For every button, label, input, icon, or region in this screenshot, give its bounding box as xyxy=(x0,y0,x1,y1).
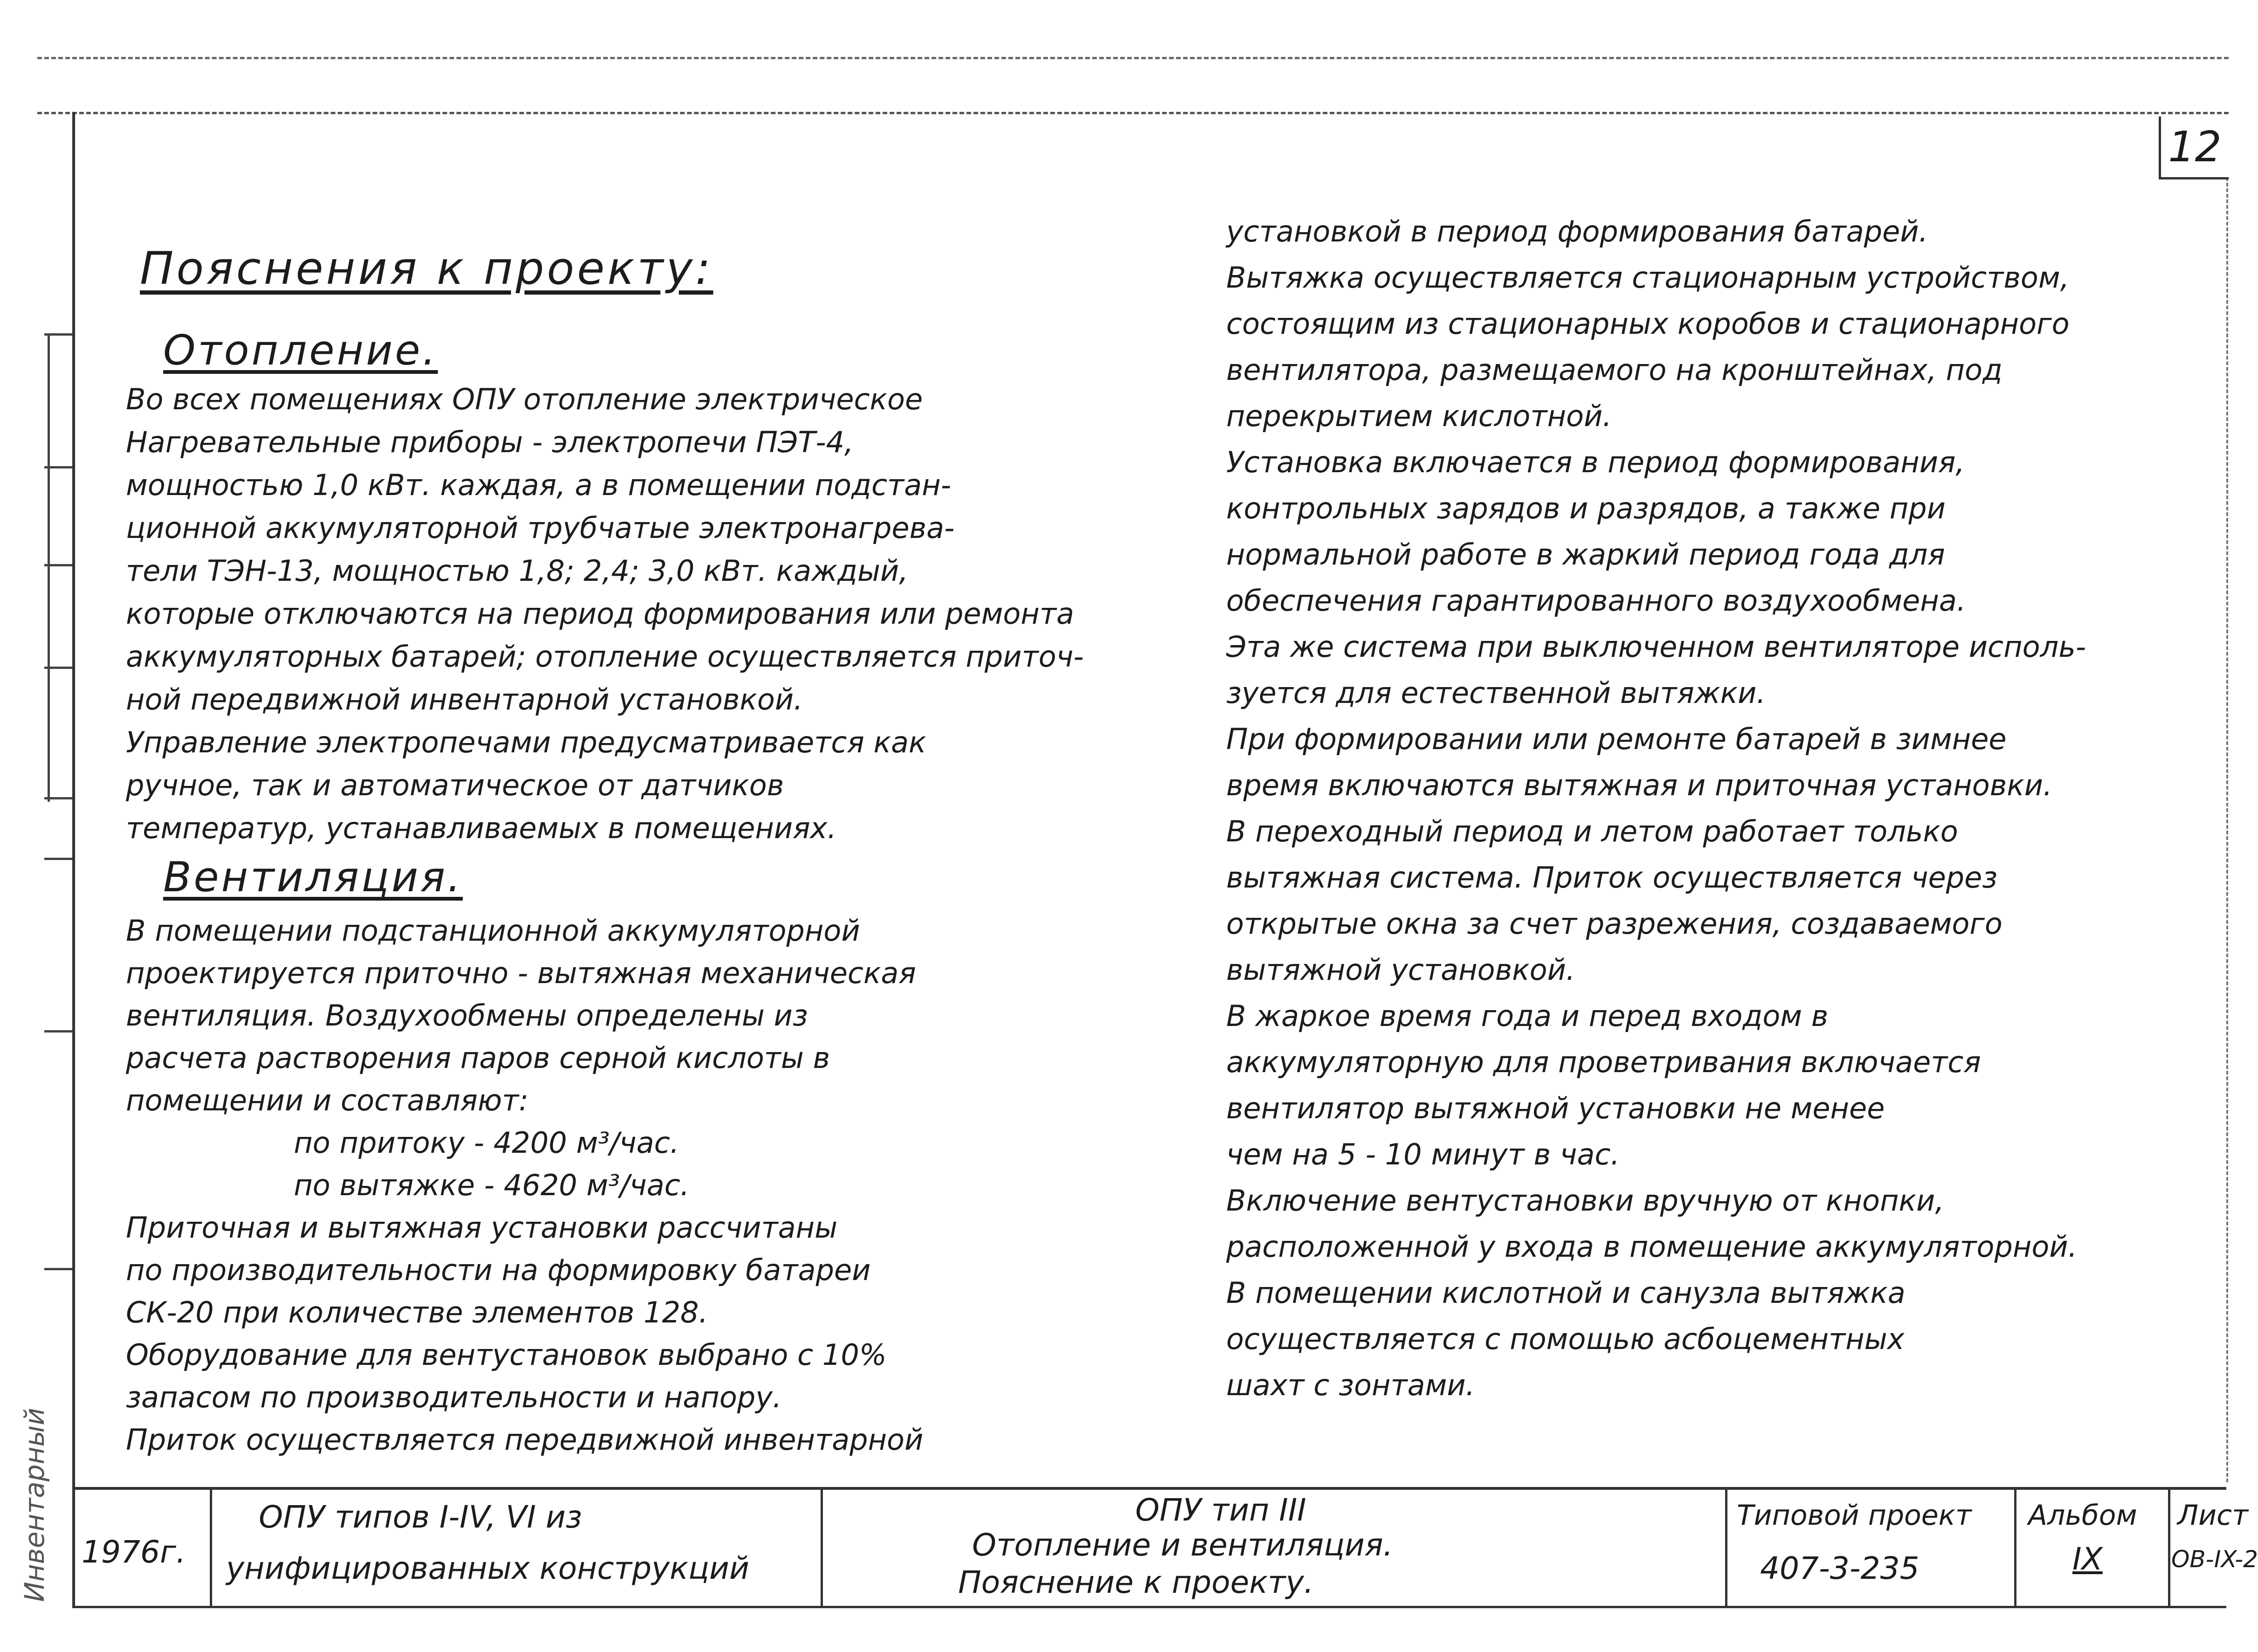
text-line: Вытяжка осуществляется стационарным устройством, xyxy=(1226,261,2070,295)
frame-top-border xyxy=(37,112,2229,114)
text-line: контрольных зарядов и разрядов, а также при xyxy=(1226,491,1946,525)
ventilation-heading: Вентиляция. xyxy=(163,853,463,901)
text-line: Включение вентустановки вручную от кнопки, xyxy=(1226,1184,1944,1218)
album-label: Альбом xyxy=(2028,1499,2137,1532)
text-line: вентиляция. Воздухообмены определены из xyxy=(126,998,808,1032)
project-name-line1: ОПУ типов I-IV, VI из xyxy=(259,1499,582,1535)
margin-tick xyxy=(44,1030,72,1032)
type-project-label: Типовой проект xyxy=(1737,1499,1972,1532)
text-line: которые отключаются на период формирования или ремонта xyxy=(126,597,1074,631)
text-line: по вытяжке - 4620 м³/час. xyxy=(294,1168,690,1202)
text-line: мощностью 1,0 кВт. каждая, а в помещении подстан- xyxy=(126,468,952,502)
frame-left-border xyxy=(72,112,75,1608)
text-line: по производительности на формировку батареи xyxy=(126,1253,871,1287)
text-line: аккумуляторных батарей; отопление осуществляется приточ- xyxy=(126,640,1084,674)
text-line: время включаются вытяжная и приточная установки. xyxy=(1226,768,2052,802)
heating-heading: Отопление. xyxy=(163,326,438,374)
text-line: установкой в период формирования батарей. xyxy=(1226,214,1928,248)
text-line: чем на 5 - 10 минут в час. xyxy=(1226,1137,1620,1171)
text-line: СК-20 при количестве элементов 128. xyxy=(126,1295,708,1329)
sheet-title-line3: Пояснение к проекту. xyxy=(958,1564,1314,1600)
margin-tick xyxy=(44,1268,72,1270)
text-line: расчета растворения паров серной кислоты в xyxy=(126,1041,830,1075)
text-line: расположенной у входа в помещение аккумуляторной. xyxy=(1226,1230,2078,1264)
text-line: запасом по производительности и напору. xyxy=(126,1380,782,1414)
title-block-type-project-cell xyxy=(1727,1490,2016,1606)
side-note: Инвентарный xyxy=(19,1408,50,1602)
sheet-label: Лист xyxy=(2177,1499,2249,1532)
margin-tick xyxy=(44,858,72,860)
title-block xyxy=(72,1487,2258,1608)
sheet-title-line2: Отопление и вентиляция. xyxy=(972,1527,1393,1563)
text-line: температур, устанавливаемых в помещениях. xyxy=(126,811,837,845)
text-line: вытяжная система. Приток осуществляется через xyxy=(1226,860,1998,895)
text-line: проектируется приточно - вытяжная механическая xyxy=(126,956,916,990)
sheet-code: ОВ-IX-2 xyxy=(2171,1546,2258,1573)
project-name-line2: унифицированных конструкций xyxy=(226,1550,749,1586)
text-line: открытые окна за счет разрежения, создаваемого xyxy=(1226,907,2003,941)
text-line: В помещении кислотной и санузла вытяжка xyxy=(1226,1276,1906,1310)
title-block-sheet-title-cell xyxy=(823,1490,1727,1606)
type-project-number: 407-3-235 xyxy=(1760,1550,1920,1586)
top-border-dashed xyxy=(37,57,2229,59)
text-line: вентилятора, размещаемого на кронштейнах, под xyxy=(1226,353,2003,387)
text-line: Приточная и вытяжная установки рассчитаны xyxy=(126,1211,838,1245)
title-block-sheet-cell xyxy=(2170,1490,2258,1606)
text-line: помещении и составляют: xyxy=(126,1083,529,1117)
text-line: При формировании или ремонте батарей в зимнее xyxy=(1226,722,2007,756)
text-line: зуется для естественной вытяжки. xyxy=(1226,676,1766,710)
text-line: ной передвижной инвентарной установкой. xyxy=(126,682,803,716)
margin-binding-line xyxy=(48,336,50,802)
text-line: ционной аккумуляторной трубчатые электронагрева- xyxy=(126,511,955,545)
frame-right-border xyxy=(2226,177,2228,1482)
text-line: шахт с зонтами. xyxy=(1226,1368,1475,1402)
title-block-project-cell xyxy=(212,1490,823,1606)
sheet-number: 12 xyxy=(2159,117,2229,179)
text-line: вентилятор вытяжной установки не менее xyxy=(1226,1091,1885,1125)
album-number: IX xyxy=(2072,1541,2103,1577)
text-line: Оборудование для вентустановок выбрано с 10% xyxy=(126,1338,887,1372)
text-line: по притоку - 4200 м³/час. xyxy=(294,1126,679,1160)
text-line: состоящим из стационарных коробов и стационарного xyxy=(1226,307,2070,341)
text-line: обеспечения гарантированного воздухообмена. xyxy=(1226,584,1966,618)
text-line: Нагревательные приборы - электропечи ПЭТ-4, xyxy=(126,425,854,459)
text-line: Управление электропечами предусматривается как xyxy=(126,725,926,759)
title-block-year-cell xyxy=(72,1490,212,1606)
text-line: вытяжной установкой. xyxy=(1226,953,1575,987)
text-line: осуществляется с помощью асбоцементных xyxy=(1226,1322,1905,1356)
title-block-album-cell xyxy=(2016,1490,2170,1606)
text-line: тели ТЭН-13, мощностью 1,8; 2,4; 3,0 кВт. каждый, xyxy=(126,554,908,588)
text-line: Приток осуществляется передвижной инвентарной xyxy=(126,1423,924,1457)
text-line: Установка включается в период формирования, xyxy=(1226,445,1965,479)
text-line: нормальной работе в жаркий период года для xyxy=(1226,537,1945,571)
text-line: Во всех помещениях ОПУ отопление электрическое xyxy=(126,382,923,416)
text-line: В переходный период и летом работает только xyxy=(1226,814,1958,848)
year: 1976г. xyxy=(82,1534,186,1570)
text-line: Эта же система при выключенном вентиляторе исполь- xyxy=(1226,630,2086,664)
text-line: ручное, так и автоматическое от датчиков xyxy=(126,768,784,802)
page-title: Пояснения к проекту: xyxy=(140,242,713,295)
text-line: В помещении подстанционной аккумуляторной xyxy=(126,914,860,948)
text-line: аккумуляторную для проветривания включается xyxy=(1226,1045,1981,1079)
sheet-title-line1: ОПУ тип III xyxy=(1135,1492,1306,1528)
text-line: В жаркое время года и перед входом в xyxy=(1226,999,1829,1033)
text-line: перекрытием кислотной. xyxy=(1226,399,1612,433)
